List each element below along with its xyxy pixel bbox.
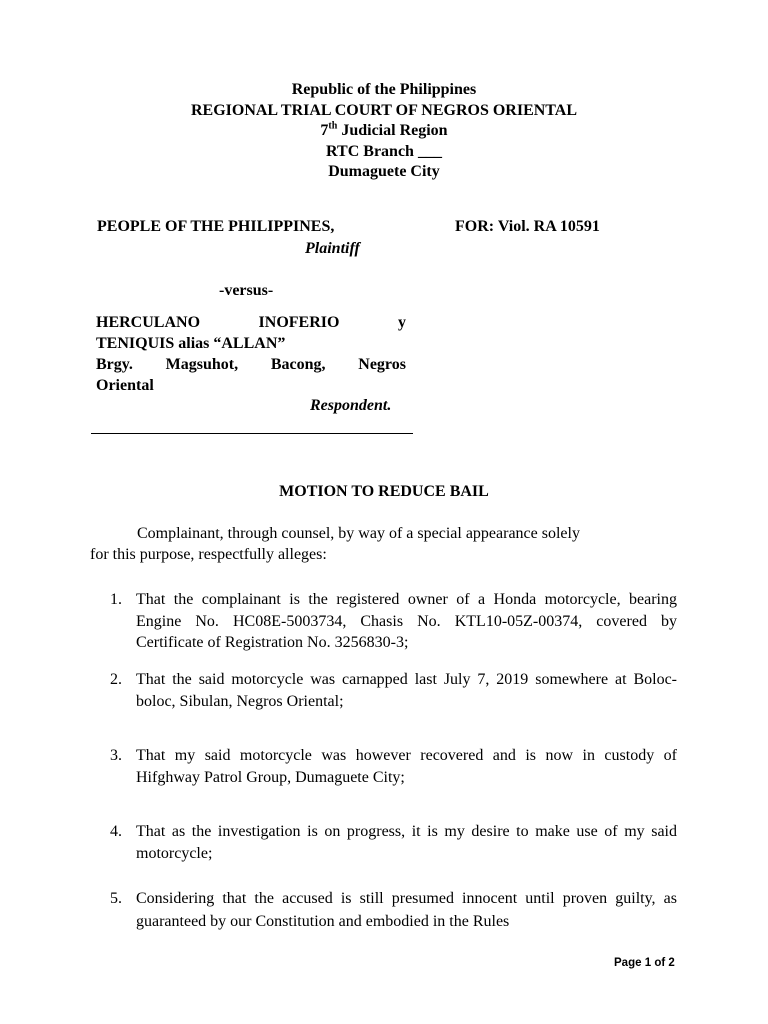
allegation-item	[110, 745, 677, 788]
allegation-item	[110, 589, 677, 654]
item-text: That the said motorcycle was carnapped last July 7, 2019 somewhere at Boloc-boloc, Sibulan, Negros Oriental;	[136, 671, 677, 710]
plaintiff-role: Plaintiff	[305, 240, 360, 257]
plaintiff-name: PEOPLE OF THE PHILIPPINES,	[97, 218, 335, 235]
case-for: FOR: Viol. RA 10591	[455, 218, 600, 235]
respondent-block	[96, 312, 406, 396]
item-number: 3.	[110, 747, 122, 764]
allegation-item	[110, 669, 677, 712]
header-court: REGIONAL TRIAL COURT OF NEGROS ORIENTAL	[190, 101, 578, 119]
respondent-role: Respondent.	[310, 397, 392, 414]
item-text: That my said motorcycle was however recovered and is now in custody of Hifghway Patrol Group, Dumaguete City;	[136, 747, 677, 786]
item-text: That the complainant is the registered owner of a Honda motorcycle, bearing Engine No. HC08E-5003734, Chasis No. KTL10-05Z-00374, covered by Certificate of Registration No. 3256830-3;	[136, 591, 677, 651]
header-city: Dumaguete City	[328, 163, 440, 181]
versus-label: -versus-	[219, 282, 274, 299]
intro-line1: Complainant, through counsel, by way of a special appearance solely	[137, 525, 580, 542]
item-number: 2.	[110, 671, 122, 688]
allegation-item	[110, 821, 677, 864]
page-number: Page 1 of 2	[614, 957, 675, 969]
respondent-name-line2: TENIQUIS alias “ALLAN”	[96, 335, 286, 352]
header-branch: RTC Branch ___	[326, 142, 442, 160]
court-header	[0, 80, 768, 183]
respondent-name-line1: HERCULANO INOFERIO y	[96, 314, 406, 331]
caption-divider	[91, 433, 413, 434]
item-number: 5.	[110, 890, 122, 907]
motion-title: MOTION TO REDUCE BAIL	[279, 483, 489, 500]
respondent-address-line1: Brgy. Magsuhot, Bacong, Negros	[96, 356, 406, 373]
item-text: Considering that the accused is still presumed innocent until proven guilty, as guaranteed by our Constitution and embodied in the Rules	[136, 890, 677, 930]
allegation-item	[110, 887, 677, 933]
header-republic: Republic of the Philippines	[291, 81, 477, 98]
intro-paragraph	[90, 523, 677, 565]
respondent-address-line2: Oriental	[96, 377, 154, 394]
item-number: 1.	[110, 591, 122, 608]
intro-line2: for this purpose, respectfully alleges:	[90, 546, 327, 563]
item-text: That as the investigation is on progress, it is my desire to make use of my said motorcycle;	[136, 823, 677, 862]
item-number: 4.	[110, 823, 122, 840]
header-region: 7th Judicial Region	[320, 120, 448, 140]
